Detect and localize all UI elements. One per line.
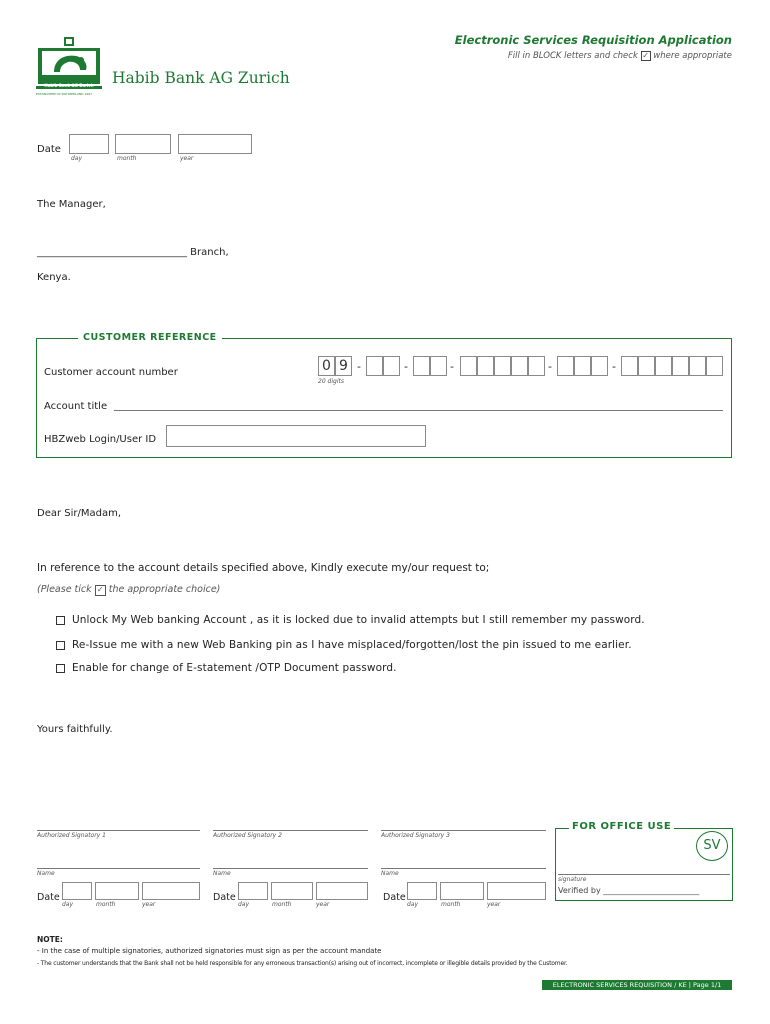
account-digit-field[interactable]: [655, 356, 672, 376]
tick-prefix: (Please tick: [37, 584, 92, 595]
sig3-month-hint: month: [441, 901, 461, 908]
office-signature-line[interactable]: [558, 874, 730, 875]
account-number-label: Customer account number: [44, 367, 178, 378]
sig2-month-hint: month: [272, 901, 292, 908]
signatory-label-1: Authorized Signatory 1: [37, 832, 106, 839]
sig2-month-field[interactable]: [271, 882, 313, 900]
checkbox[interactable]: [56, 641, 65, 650]
account-digit-field[interactable]: [460, 356, 477, 376]
option-reissue-pin[interactable]: [56, 639, 632, 651]
account-digit-field[interactable]: [706, 356, 723, 376]
date-label-3: Date: [383, 892, 406, 903]
name-label-2: Name: [213, 870, 231, 877]
instruction-suffix: where appropriate: [653, 51, 732, 61]
account-digit-field[interactable]: [557, 356, 574, 376]
signature-line-3[interactable]: [381, 830, 546, 831]
date-month-hint: month: [117, 155, 137, 162]
account-digit-field[interactable]: [430, 356, 447, 376]
sv-stamp-text: SV: [703, 838, 721, 853]
request-intro: In reference to the account details specified above, Kindly execute my/our request to;: [37, 562, 490, 574]
account-title-field[interactable]: [114, 410, 723, 411]
account-digit-field[interactable]: [574, 356, 591, 376]
account-digits-hint: 20 digits: [318, 378, 344, 385]
address-to: The Manager,: [37, 199, 106, 210]
account-digit-field[interactable]: [477, 356, 494, 376]
date-year-hint: year: [180, 155, 194, 162]
name-line-2[interactable]: [213, 868, 368, 869]
sig1-day-field[interactable]: [62, 882, 92, 900]
office-use-title: FOR OFFICE USE: [569, 821, 674, 832]
name-label-3: Name: [381, 870, 399, 877]
signatory-label-2: Authorized Signatory 2: [213, 832, 282, 839]
address-country: Kenya.: [37, 272, 71, 283]
sig1-month-hint: month: [96, 901, 116, 908]
date-day-hint: day: [71, 155, 83, 162]
signature-line-1[interactable]: [37, 830, 200, 831]
checkbox[interactable]: [56, 616, 65, 625]
footer-text: ELECTRONIC SERVICES REQUISITION / KE | Page 1/1: [552, 981, 722, 989]
name-label-1: Name: [37, 870, 55, 877]
bank-logo-graphic: [36, 36, 102, 98]
tick-suffix: the appropriate choice): [108, 584, 221, 595]
sv-stamp: [696, 831, 728, 861]
note-heading: NOTE:: [37, 935, 63, 944]
sig1-year-hint: year: [142, 901, 156, 908]
option-label: Enable for change of E-statement /OTP Document password.: [72, 662, 397, 674]
account-digit-prefix-1: 0: [318, 356, 335, 376]
login-field[interactable]: [166, 425, 426, 447]
account-digit-field[interactable]: [638, 356, 655, 376]
account-separator: -: [404, 360, 408, 373]
verified-by: Verified by ________________________: [558, 886, 700, 895]
account-digit-field[interactable]: [366, 356, 383, 376]
sig3-year-field[interactable]: [487, 882, 546, 900]
office-signature-label: signature: [558, 876, 587, 883]
account-digit-field[interactable]: [494, 356, 511, 376]
sig2-day-hint: day: [238, 901, 250, 908]
option-change-password[interactable]: [56, 662, 397, 674]
sig3-day-field[interactable]: [407, 882, 437, 900]
name-line-1[interactable]: [37, 868, 200, 869]
checkmark-box-icon: ✓: [95, 585, 106, 596]
name-line-3[interactable]: [381, 868, 546, 869]
bank-name: Habib Bank AG Zurich: [112, 69, 290, 87]
date-label-2: Date: [213, 892, 236, 903]
signatory-label-3: Authorized Signatory 3: [381, 832, 450, 839]
option-label: Re-Issue me with a new Web Banking pin as I have misplaced/forgotten/lost the pin issued to me earlier.: [72, 639, 632, 651]
date-day-field[interactable]: [69, 134, 109, 154]
account-digit-field[interactable]: [591, 356, 608, 376]
form-instruction: [508, 51, 732, 61]
account-separator: -: [450, 360, 454, 373]
account-digit-field[interactable]: [528, 356, 545, 376]
date-month-field[interactable]: [115, 134, 171, 154]
instruction-prefix: Fill in BLOCK letters and check: [507, 51, 638, 61]
account-title-label: Account title: [44, 401, 108, 412]
sig2-year-hint: year: [316, 901, 330, 908]
sig3-day-hint: day: [407, 901, 419, 908]
sig1-month-field[interactable]: [95, 882, 139, 900]
closing: Yours faithfully.: [37, 724, 113, 735]
account-digit-field[interactable]: [383, 356, 400, 376]
account-separator: -: [612, 360, 616, 373]
tick-instruction: [37, 584, 220, 596]
checkbox[interactable]: [56, 664, 65, 673]
account-digit-prefix-2: 9: [335, 356, 352, 376]
sig1-day-hint: day: [62, 901, 74, 908]
account-separator: -: [357, 360, 361, 373]
login-label: HBZweb Login/User ID: [44, 434, 157, 445]
sig3-month-field[interactable]: [440, 882, 484, 900]
option-label: Unlock My Web banking Account , as it is locked due to invalid attempts but I still remember my password.: [72, 614, 645, 626]
note-line: - In the case of multiple signatories, authorized signatories must sign as per the account mandate: [37, 947, 382, 955]
account-digit-field[interactable]: [689, 356, 706, 376]
date-year-field[interactable]: [178, 134, 252, 154]
account-digit-field[interactable]: [413, 356, 430, 376]
date-label-1: Date: [37, 892, 60, 903]
account-digit-field[interactable]: [621, 356, 638, 376]
sig3-year-hint: year: [487, 901, 501, 908]
customer-reference-title: CUSTOMER REFERENCE: [78, 332, 222, 343]
date-label: Date: [37, 144, 61, 155]
logo-subtext: ESTABLISHED IN SWITZERLAND 1967: [36, 92, 93, 96]
sig1-year-field[interactable]: [142, 882, 200, 900]
signature-line-2[interactable]: [213, 830, 368, 831]
logo-text: Habib Bank AG Zurich: [44, 83, 94, 88]
sig2-year-field[interactable]: [316, 882, 368, 900]
option-unlock[interactable]: [56, 614, 645, 626]
account-separator: -: [548, 360, 552, 373]
account-digit-field[interactable]: [672, 356, 689, 376]
bank-logo: [36, 36, 102, 98]
form-title: Electronic Services Requisition Application: [454, 33, 732, 47]
salutation: Dear Sir/Madam,: [37, 508, 122, 519]
sig2-day-field[interactable]: [238, 882, 268, 900]
account-digit-field[interactable]: [511, 356, 528, 376]
address-branch: ______________________________ Branch,: [37, 247, 229, 258]
note-line: - The customer understands that the Bank shall not be held responsible for any erroneous transaction(s) arising out of incorrect, incomplete or illegible details provided by the Customer.: [37, 960, 568, 967]
checkmark-box-icon: ✓: [642, 51, 649, 60]
